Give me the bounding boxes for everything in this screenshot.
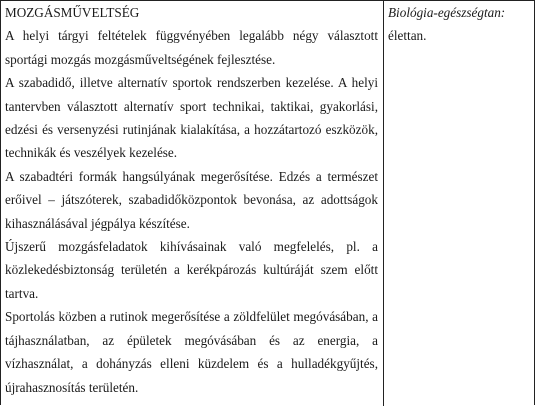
connection-topic: élettan. bbox=[388, 28, 427, 44]
column-divider bbox=[383, 0, 384, 406]
paragraph-environment: Sportolás közben a rutinok megerősítése a zöldfelület megóvásában, a tájhasználatban, az épületek megóvásában és az energia, a vízhasználat, a dohányzás elleni küzdelem és a hulladékgyűjtés, újrahasznosítás területén. bbox=[5, 309, 378, 395]
content-column bbox=[5, 1, 378, 399]
paragraph-outdoor-forms: A szabadtéri formák hangsúlyának megerősítése. Edzés a természet erőivel – játszóterek, szabadidőközpontok bevonása, az adottságok kihasználásával jégpálya készítése. bbox=[5, 168, 378, 231]
paragraph-alternative-sports: A szabadidő, illetve alternatív sportok rendszerben kezelése. A helyi tantervben választott alternatív sport technikai, taktikai, gyakorlási, edzési és versenyzési rutinjának kialakítása, a hozzátartozó eszközök, technikák és veszélyek kezelése. bbox=[5, 75, 378, 161]
paragraph-sport-skills: A helyi tárgyi feltételek függvényében legalább négy választott sportági mozgás mozgásműveltségének fejlesztése. bbox=[5, 28, 378, 67]
paragraph-new-challenges: Újszerű mozgásfeladatok kihívásainak való megfelelés, pl. a közlekedésbiztonság területén a kerékpározás kultúráját szem előtt tartva. bbox=[5, 239, 378, 301]
connections-column bbox=[388, 1, 532, 48]
section-heading: MOZGÁSMŰVELTSÉG bbox=[5, 5, 140, 20]
connection-subject: Biológia-egészségtan: bbox=[388, 5, 506, 20]
